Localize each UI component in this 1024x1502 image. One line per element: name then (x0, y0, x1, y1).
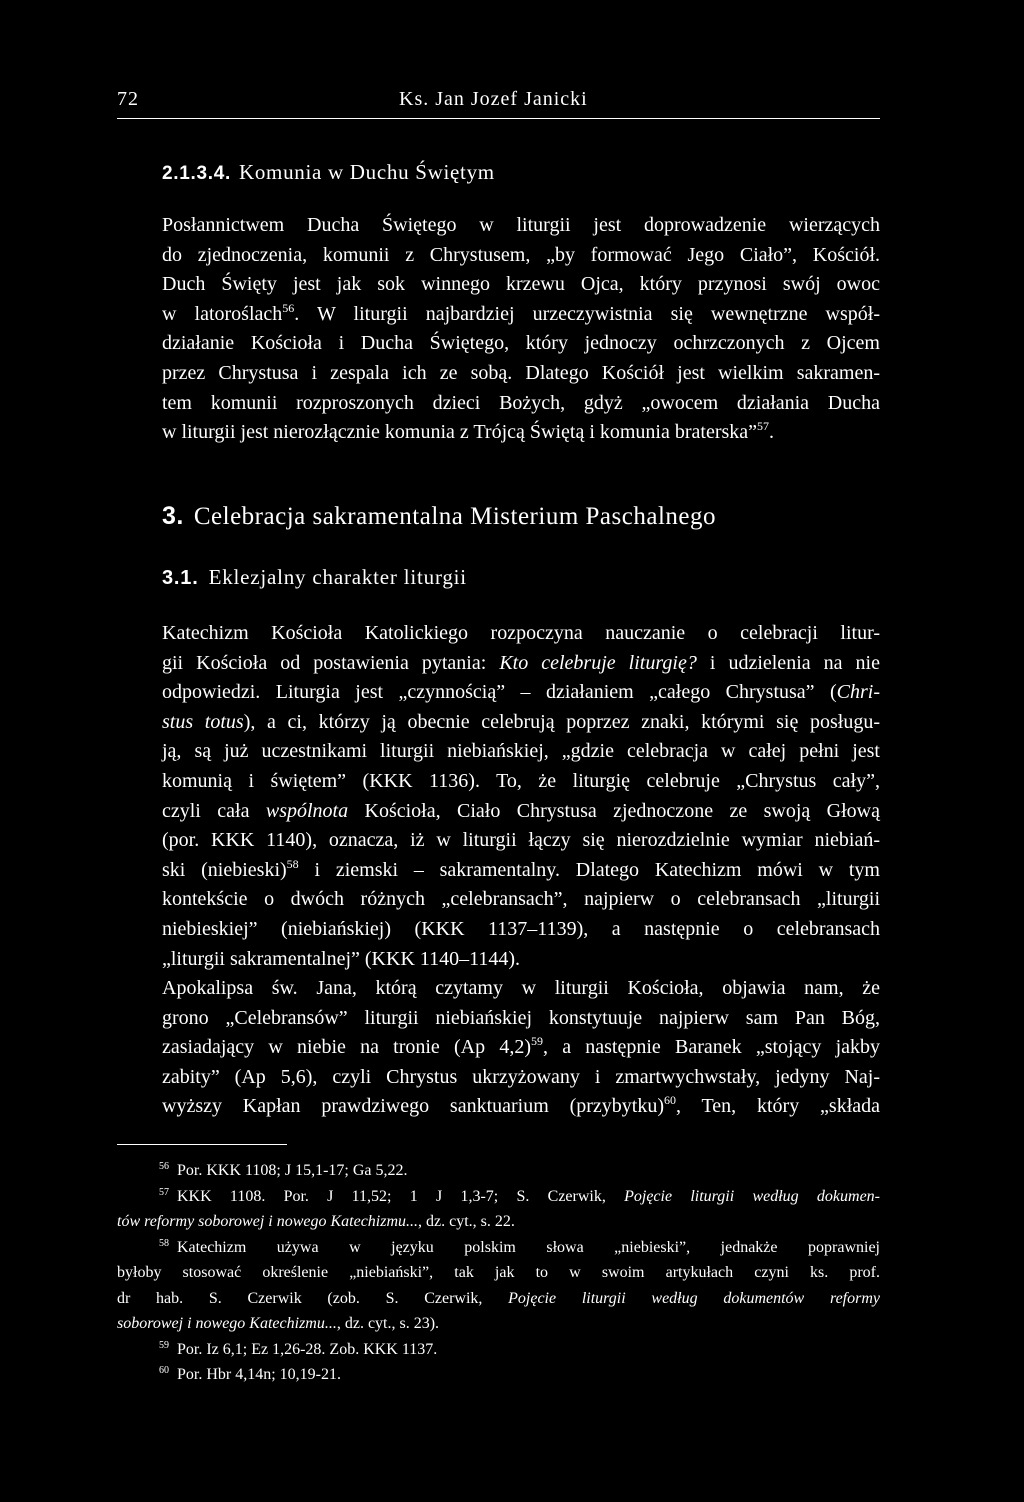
text-run: odpowiedzi. Liturgia jest „czynnością” – działaniem „całego Chrystusa” ( (162, 681, 837, 704)
footnote-italic: tów reformy soborowej i nowego Katechizmu... (117, 1213, 419, 1230)
text-run: , Ten, który „składa (676, 1095, 881, 1118)
page-number: 72 (117, 88, 139, 110)
chapter-heading-3 (162, 502, 716, 531)
text-line: „liturgii sakramentalnej” (KKK 1140–1144). (162, 947, 521, 970)
footnote-line (117, 1235, 880, 1261)
footnote-italic: Pojęcie liturgii według dokumentów reformy (508, 1289, 881, 1307)
footnote-rule (117, 1144, 287, 1145)
text-run: ski (niebieski) (162, 858, 287, 881)
footnote-line (117, 1184, 880, 1210)
footnotes (117, 1158, 880, 1388)
text-run: i udzielenia na nie (696, 651, 880, 674)
footnote-text: Por. KKK 1108; J 15,1-17; Ga 5,22. (177, 1162, 408, 1179)
section-number: 3.1. (162, 567, 199, 589)
footnote-number: 58 (159, 1237, 169, 1249)
text-run: . (769, 421, 775, 444)
footnote-text: Por. Hbr 4,14n; 10,19-21. (177, 1366, 341, 1383)
text-line (162, 678, 880, 708)
footnote-58 (117, 1235, 880, 1337)
italic-run: stus totus (162, 710, 244, 733)
running-head (117, 86, 880, 116)
footnote-57 (117, 1184, 880, 1235)
text-run: ), a ci, którzy ją obecnie celebrują poprzez znaki, którymi się posługu- (243, 710, 880, 733)
section-title: Komunia w Duchu Świętym (238, 160, 495, 184)
footnote-ref: 56 (282, 300, 295, 315)
footnote-60 (117, 1362, 880, 1388)
text-line: zabity” (Ap 5,6), czyli Chrystus ukrzyżowany i zmartwychwstały, jedyny Naj- (162, 1065, 880, 1088)
footnote-ref: 59 (530, 1034, 543, 1049)
footnote-line: byłoby stosować określenie „niebiański”, tak jak to w swoim artykułach czyni ks. prof. (117, 1264, 880, 1281)
text-line (162, 856, 880, 886)
text-run: Kościoła, Ciało Chrystusa zjednoczone ze swoją Głową (348, 799, 880, 822)
header-rule (117, 118, 880, 119)
text-run: zasiadający w niebie na tronie (Ap 4,2) (162, 1036, 531, 1059)
text-line: komunią i świętem” (KKK 1136). To, że liturgię celebruje „Chrystus cały”, (162, 769, 880, 792)
footnote-text: , dz. cyt., s. 22. (418, 1213, 515, 1230)
text-run: czyli cała (162, 799, 266, 822)
text-line: tem komunii rozproszonych dzieci Bożych, gdyż „owocem działania Ducha (162, 391, 880, 414)
footnote-ref: 58 (286, 856, 299, 871)
footnote-text: dr hab. S. Czerwik (zob. S. Czerwik, (117, 1289, 509, 1307)
footnote-number: 60 (159, 1365, 169, 1376)
footnote-number: 57 (159, 1186, 169, 1198)
section-number: 2.1.3.4. (162, 163, 231, 184)
italic-run: Chri- (836, 681, 880, 704)
text-run: . W liturgii najbardziej urzeczywistnia się wewnętrzne współ- (294, 302, 881, 325)
text-line: do zjednoczenia, komunii z Chrystusem, „by formować Jego Ciało”, Kościół. (162, 243, 880, 266)
footnote-text: KKK 1108. Por. J 11,52; 1 J 1,3-7; S. Czerwik, (177, 1187, 625, 1205)
text-run: , a następnie Baranek „stojący jakby (542, 1036, 880, 1059)
text-line: kontekście o dwóch różnych „celebransach”, najpierw o celebransach „liturgii (162, 888, 880, 911)
footnote-ref: 60 (664, 1093, 677, 1108)
text-line: przez Chrystusa i zespala ich ze sobą. Dlatego Kościół jest wielkim sakramen- (162, 361, 880, 384)
text-line (162, 708, 880, 738)
text-line: ją, są już uczestnikami liturgii niebiańskiej, „gdzie celebracja w całej pełni jest (162, 740, 880, 763)
text-run: i ziemski – sakramentalny. Dlatego Katechizm mówi w tym (298, 858, 880, 881)
text-line (162, 418, 880, 448)
paragraph-katechizm (162, 619, 880, 974)
text-run: w liturgii jest nierozłącznie komunia z Trójcą Świętą i komunia braterska” (162, 421, 758, 444)
italic-run: Kto celebruje liturgię? (499, 651, 697, 674)
footnote-text: Por. Iz 6,1; Ez 1,26-28. Zob. KKK 1137. (177, 1340, 438, 1358)
text-line (162, 300, 880, 330)
footnote-text: Katechizm używa w języku polskim słowa „niebieski”, jednakże poprawniej (177, 1238, 880, 1256)
text-line: niebieskiej” (niebiańskiej) (KKK 1137–1139), a następnie o celebransach (162, 917, 880, 940)
footnote-line (117, 1311, 880, 1337)
text-line: Duch Święty jest jak sok winnego krzewu Ojca, który przynosi swój owoc (162, 273, 880, 296)
text-run: gii Kościoła od postawienia pytania: (162, 651, 500, 674)
footnote-italic: Pojęcie liturgii według dokumen- (624, 1187, 880, 1205)
text-run: w latoroślach (162, 302, 283, 325)
text-line (162, 1033, 880, 1063)
section-title: Eklezjalny charakter liturgii (208, 565, 467, 589)
footnote-line (117, 1158, 880, 1184)
footnote-line (117, 1362, 880, 1388)
text-line: działanie Kościoła i Ducha Świętego, który jednoczy ochrzczonych z Ojcem (162, 332, 880, 355)
footnote-59 (117, 1337, 880, 1363)
chapter-number: 3. (162, 502, 184, 530)
footnote-number: 59 (159, 1339, 169, 1351)
paragraph-apokalipsa (162, 974, 880, 1122)
footnote-line (117, 1337, 880, 1363)
text-line (162, 797, 880, 827)
text-line: grono „Celebransów” liturgii niebiańskiej konstytuuje najpierw sam Pan Bóg, (162, 1006, 880, 1029)
footnote-text: , dz. cyt., s. 23). (336, 1315, 440, 1332)
text-line: Apokalipsa św. Jana, którą czytamy w liturgii Kościoła, objawia nam, że (162, 977, 880, 999)
section-heading-31 (162, 565, 467, 590)
footnote-number: 56 (159, 1161, 169, 1172)
chapter-title: Celebracja sakramentalna Misterium Paschalnego (193, 503, 716, 530)
footnote-ref: 57 (757, 419, 770, 434)
running-head-author: Ks. Jan Jozef Janicki (399, 88, 588, 110)
text-run: wyższy Kapłan prawdziwego sanktuarium (przybytku) (162, 1095, 665, 1118)
text-line (162, 649, 880, 679)
footnote-italic: soborowej i nowego Katechizmu... (117, 1315, 337, 1332)
section-heading-2134 (162, 160, 495, 185)
footnote-line (117, 1209, 880, 1235)
italic-run: wspólnota (265, 799, 349, 822)
footnote-56 (117, 1158, 880, 1184)
paragraph-komunia (162, 211, 880, 448)
text-line: Katechizm Kościoła Katolickiego rozpoczyna nauczanie o celebracji litur- (162, 622, 880, 644)
text-line: Posłannictwem Ducha Świętego w liturgii jest doprowadzenie wierzących (162, 214, 880, 236)
footnote-line (117, 1286, 880, 1312)
text-line (162, 1092, 880, 1122)
text-line: (por. KKK 1140), oznacza, iż w liturgii łączy się nierozdzielnie wymiar niebiań- (162, 829, 880, 852)
